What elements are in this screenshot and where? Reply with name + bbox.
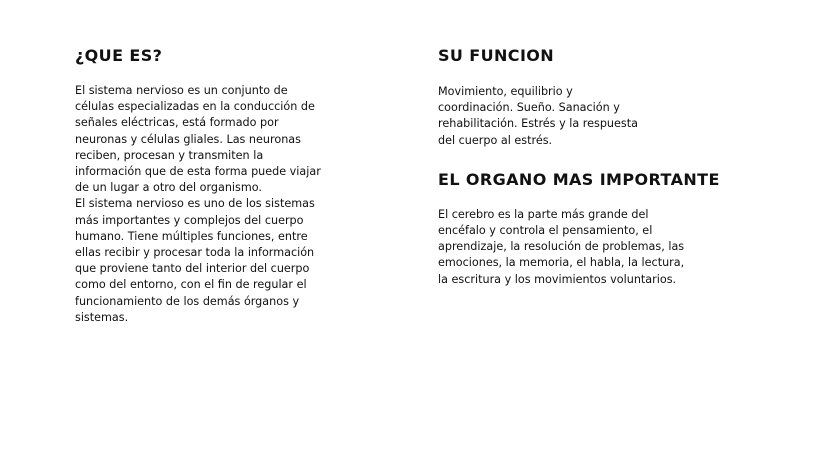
text-line: la escritura y los movimientos voluntarios.	[438, 272, 677, 286]
text-line: rehabilitación. Estrés y la respuesta	[438, 117, 638, 131]
organo-body	[438, 207, 758, 288]
text-line: El sistema nervioso es uno de los sistemas	[75, 197, 315, 211]
text-line: encéfalo y controla el pensamiento, el	[438, 224, 653, 238]
text-line: señales eléctricas, está formado por	[75, 116, 279, 130]
text-line: células especializadas en la conducción de	[75, 100, 315, 114]
text-line: como del entorno, con el fin de regular el	[75, 278, 307, 292]
text-line: sistemas.	[75, 310, 129, 324]
text-line: emociones, la memoria, el habla, la lectura,	[438, 256, 685, 270]
text-line: aprendizaje, la resolución de problemas, las	[438, 240, 685, 254]
text-line: información que de esta forma puede viajar	[75, 165, 321, 179]
text-line: El cerebro es la parte más grande del	[438, 207, 649, 221]
text-line: del cuerpo al estrés.	[438, 133, 553, 147]
text-line: neuronas y células gliales. Las neuronas	[75, 132, 301, 146]
text-line: coordinación. Sueño. Sanación y	[438, 101, 620, 115]
text-line: de un lugar a otro del organismo.	[75, 181, 262, 195]
su-funcion-section	[438, 46, 758, 149]
su-funcion-body	[438, 84, 758, 149]
right-column	[438, 46, 758, 288]
text-line: funcionamiento de los demás órganos y	[75, 294, 300, 308]
organo-section	[438, 170, 758, 288]
text-line: más importantes y complejos del cuerpo	[75, 213, 304, 227]
que-es-section	[75, 46, 375, 326]
su-funcion-heading: SU FUNCION	[438, 46, 555, 65]
text-line: que proviene tanto del interior del cuerpo	[75, 262, 310, 276]
text-line: reciben, procesan y transmiten la	[75, 148, 264, 162]
que-es-body	[75, 83, 375, 326]
organo-heading: EL ORGANO MAS IMPORTANTE	[438, 169, 720, 189]
text-line: Movimiento, equilibrio y	[438, 85, 573, 98]
text-line: humano. Tiene múltiples funciones, entre	[75, 229, 308, 243]
text-line: ellas recibir y procesar toda la información	[75, 246, 315, 260]
text-line: El sistema nervioso es un conjunto de	[75, 84, 288, 97]
que-es-heading: ¿QUE ES?	[75, 46, 163, 65]
